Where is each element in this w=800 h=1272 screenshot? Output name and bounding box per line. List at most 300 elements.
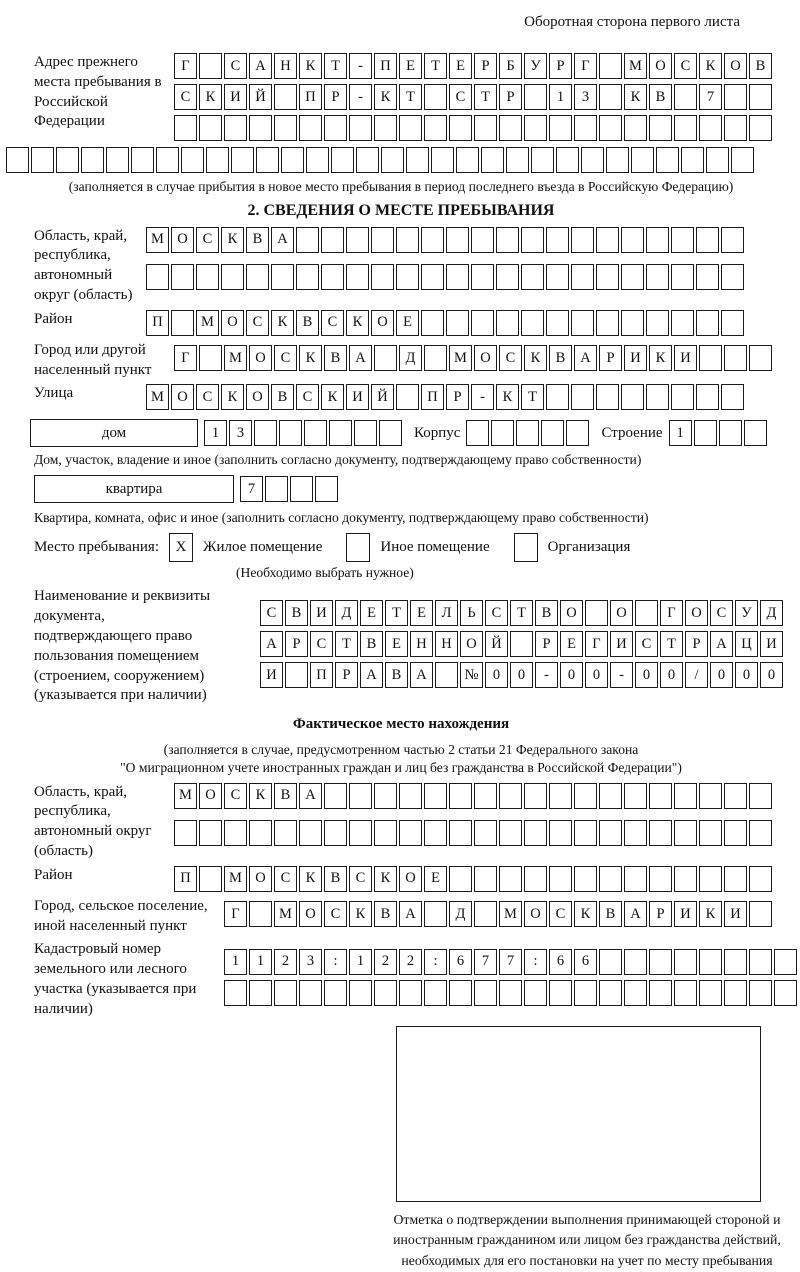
- char-cell[interactable]: [749, 949, 772, 975]
- char-cell[interactable]: [731, 147, 754, 173]
- char-cell[interactable]: 2: [374, 949, 397, 975]
- char-cell[interactable]: С: [324, 901, 347, 927]
- char-cell[interactable]: [721, 310, 744, 336]
- char-cell[interactable]: [699, 980, 722, 1006]
- char-cell[interactable]: [574, 820, 597, 846]
- char-cell[interactable]: [696, 227, 719, 253]
- char-cell[interactable]: 1: [224, 949, 247, 975]
- char-cell[interactable]: [56, 147, 79, 173]
- char-cell[interactable]: И: [674, 901, 697, 927]
- char-cell[interactable]: [724, 866, 747, 892]
- char-cell[interactable]: [254, 420, 277, 446]
- char-cell[interactable]: [156, 147, 179, 173]
- char-cell[interactable]: 3: [574, 84, 597, 110]
- char-cell[interactable]: [449, 980, 472, 1006]
- char-cell[interactable]: П: [146, 310, 169, 336]
- char-cell[interactable]: [274, 84, 297, 110]
- char-cell[interactable]: [524, 783, 547, 809]
- char-cell[interactable]: [581, 147, 604, 173]
- char-cell[interactable]: Р: [285, 631, 308, 657]
- char-cell[interactable]: [474, 866, 497, 892]
- char-cell[interactable]: Т: [474, 84, 497, 110]
- char-cell[interactable]: [749, 783, 772, 809]
- char-cell[interactable]: [199, 345, 222, 371]
- char-cell[interactable]: [346, 227, 369, 253]
- char-cell[interactable]: [649, 866, 672, 892]
- char-cell[interactable]: 6: [574, 949, 597, 975]
- char-cell[interactable]: [421, 227, 444, 253]
- char-cell[interactable]: [171, 264, 194, 290]
- char-cell[interactable]: В: [535, 600, 558, 626]
- char-cell[interactable]: [374, 345, 397, 371]
- char-cell[interactable]: Г: [574, 53, 597, 79]
- char-cell[interactable]: Т: [399, 84, 422, 110]
- char-cell[interactable]: [499, 980, 522, 1006]
- char-cell[interactable]: [499, 115, 522, 141]
- char-cell[interactable]: :: [324, 949, 347, 975]
- char-cell[interactable]: [696, 264, 719, 290]
- char-cell[interactable]: В: [360, 631, 383, 657]
- char-cell[interactable]: [624, 115, 647, 141]
- char-cell[interactable]: [749, 866, 772, 892]
- char-cell[interactable]: [696, 384, 719, 410]
- char-cell[interactable]: [624, 783, 647, 809]
- char-cell[interactable]: [371, 264, 394, 290]
- char-cell[interactable]: [424, 783, 447, 809]
- char-cell[interactable]: О: [371, 310, 394, 336]
- char-cell[interactable]: [599, 84, 622, 110]
- char-cell[interactable]: [321, 264, 344, 290]
- char-cell[interactable]: К: [496, 384, 519, 410]
- char-cell[interactable]: [749, 84, 772, 110]
- char-cell[interactable]: [424, 980, 447, 1006]
- char-cell[interactable]: 0: [585, 662, 608, 688]
- char-cell[interactable]: М: [224, 345, 247, 371]
- char-cell[interactable]: [724, 980, 747, 1006]
- char-cell[interactable]: [399, 115, 422, 141]
- char-cell[interactable]: [599, 783, 622, 809]
- char-cell[interactable]: Л: [435, 600, 458, 626]
- char-cell[interactable]: [599, 949, 622, 975]
- char-cell[interactable]: Р: [649, 901, 672, 927]
- char-cell[interactable]: В: [246, 227, 269, 253]
- char-cell[interactable]: М: [146, 227, 169, 253]
- char-cell[interactable]: [721, 227, 744, 253]
- char-cell[interactable]: [349, 820, 372, 846]
- char-cell[interactable]: М: [146, 384, 169, 410]
- char-cell[interactable]: [271, 264, 294, 290]
- char-cell[interactable]: 1: [669, 420, 692, 446]
- char-cell[interactable]: К: [374, 866, 397, 892]
- char-cell[interactable]: [521, 227, 544, 253]
- char-cell[interactable]: [496, 310, 519, 336]
- char-cell[interactable]: И: [760, 631, 783, 657]
- char-cell[interactable]: С: [274, 345, 297, 371]
- char-cell[interactable]: К: [221, 384, 244, 410]
- char-cell[interactable]: О: [649, 53, 672, 79]
- char-cell[interactable]: К: [299, 345, 322, 371]
- char-cell[interactable]: [424, 115, 447, 141]
- char-cell[interactable]: [699, 866, 722, 892]
- char-cell[interactable]: [574, 115, 597, 141]
- char-cell[interactable]: [524, 866, 547, 892]
- char-cell[interactable]: [596, 227, 619, 253]
- char-cell[interactable]: С: [224, 783, 247, 809]
- char-cell[interactable]: [499, 820, 522, 846]
- char-cell[interactable]: М: [174, 783, 197, 809]
- char-cell[interactable]: 0: [735, 662, 758, 688]
- char-cell[interactable]: [646, 384, 669, 410]
- char-cell[interactable]: [671, 227, 694, 253]
- char-cell[interactable]: [524, 115, 547, 141]
- char-cell[interactable]: Т: [510, 600, 533, 626]
- char-cell[interactable]: [649, 949, 672, 975]
- char-cell[interactable]: Р: [549, 53, 572, 79]
- char-cell[interactable]: А: [624, 901, 647, 927]
- char-cell[interactable]: [331, 147, 354, 173]
- char-cell[interactable]: К: [699, 53, 722, 79]
- char-cell[interactable]: О: [560, 600, 583, 626]
- char-cell[interactable]: [649, 783, 672, 809]
- char-cell[interactable]: [474, 901, 497, 927]
- char-cell[interactable]: [456, 147, 479, 173]
- char-cell[interactable]: [279, 420, 302, 446]
- char-cell[interactable]: В: [385, 662, 408, 688]
- char-cell[interactable]: [624, 980, 647, 1006]
- char-cell[interactable]: [81, 147, 104, 173]
- char-cell[interactable]: 0: [485, 662, 508, 688]
- char-cell[interactable]: [549, 820, 572, 846]
- char-cell[interactable]: [471, 264, 494, 290]
- char-cell[interactable]: О: [474, 345, 497, 371]
- char-cell[interactable]: [256, 147, 279, 173]
- char-cell[interactable]: В: [296, 310, 319, 336]
- char-cell[interactable]: [249, 901, 272, 927]
- char-cell[interactable]: -: [349, 53, 372, 79]
- char-cell[interactable]: [265, 476, 288, 502]
- char-cell[interactable]: Б: [499, 53, 522, 79]
- char-cell[interactable]: [546, 227, 569, 253]
- char-cell[interactable]: [706, 147, 729, 173]
- char-cell[interactable]: Й: [249, 84, 272, 110]
- char-cell[interactable]: С: [349, 866, 372, 892]
- char-cell[interactable]: [296, 264, 319, 290]
- char-cell[interactable]: [574, 980, 597, 1006]
- char-cell[interactable]: [681, 147, 704, 173]
- char-cell[interactable]: [199, 53, 222, 79]
- char-cell[interactable]: П: [374, 53, 397, 79]
- char-cell[interactable]: [396, 264, 419, 290]
- char-cell[interactable]: О: [249, 345, 272, 371]
- char-cell[interactable]: П: [174, 866, 197, 892]
- char-cell[interactable]: [131, 147, 154, 173]
- char-cell[interactable]: [466, 420, 489, 446]
- char-cell[interactable]: [481, 147, 504, 173]
- char-cell[interactable]: К: [346, 310, 369, 336]
- char-cell[interactable]: [571, 384, 594, 410]
- char-cell[interactable]: [371, 227, 394, 253]
- char-cell[interactable]: [524, 820, 547, 846]
- char-cell[interactable]: О: [399, 866, 422, 892]
- char-cell[interactable]: 7: [699, 84, 722, 110]
- char-cell[interactable]: [724, 84, 747, 110]
- char-cell[interactable]: [571, 264, 594, 290]
- char-cell[interactable]: О: [685, 600, 708, 626]
- char-cell[interactable]: [506, 147, 529, 173]
- char-cell[interactable]: [649, 115, 672, 141]
- char-cell[interactable]: [421, 310, 444, 336]
- char-cell[interactable]: [224, 980, 247, 1006]
- char-cell[interactable]: [524, 84, 547, 110]
- char-cell[interactable]: [585, 600, 608, 626]
- char-cell[interactable]: [721, 264, 744, 290]
- char-cell[interactable]: :: [424, 949, 447, 975]
- char-cell[interactable]: [671, 264, 694, 290]
- char-cell[interactable]: К: [374, 84, 397, 110]
- char-cell[interactable]: [599, 53, 622, 79]
- char-cell[interactable]: [546, 310, 569, 336]
- char-cell[interactable]: [106, 147, 129, 173]
- char-cell[interactable]: [306, 147, 329, 173]
- char-cell[interactable]: [599, 866, 622, 892]
- char-cell[interactable]: [31, 147, 54, 173]
- char-cell[interactable]: [356, 147, 379, 173]
- char-cell[interactable]: /: [685, 662, 708, 688]
- char-cell[interactable]: [274, 820, 297, 846]
- char-cell[interactable]: [649, 820, 672, 846]
- char-cell[interactable]: С: [246, 310, 269, 336]
- char-cell[interactable]: В: [649, 84, 672, 110]
- char-cell[interactable]: 0: [710, 662, 733, 688]
- char-cell[interactable]: [699, 783, 722, 809]
- char-cell[interactable]: Р: [535, 631, 558, 657]
- char-cell[interactable]: [274, 115, 297, 141]
- char-cell[interactable]: -: [610, 662, 633, 688]
- char-cell[interactable]: [624, 820, 647, 846]
- char-cell[interactable]: Е: [449, 53, 472, 79]
- char-cell[interactable]: Г: [174, 345, 197, 371]
- char-cell[interactable]: [274, 980, 297, 1006]
- char-cell[interactable]: М: [274, 901, 297, 927]
- char-cell[interactable]: [349, 115, 372, 141]
- char-cell[interactable]: Н: [274, 53, 297, 79]
- char-cell[interactable]: Е: [396, 310, 419, 336]
- char-cell[interactable]: [624, 949, 647, 975]
- char-cell[interactable]: [290, 476, 313, 502]
- char-cell[interactable]: М: [196, 310, 219, 336]
- char-cell[interactable]: К: [271, 310, 294, 336]
- char-cell[interactable]: [646, 264, 669, 290]
- char-cell[interactable]: К: [524, 345, 547, 371]
- char-cell[interactable]: А: [360, 662, 383, 688]
- checkbox-organization[interactable]: [514, 533, 538, 562]
- char-cell[interactable]: [571, 227, 594, 253]
- char-cell[interactable]: [435, 662, 458, 688]
- char-cell[interactable]: [304, 420, 327, 446]
- char-cell[interactable]: В: [274, 783, 297, 809]
- char-cell[interactable]: [694, 420, 717, 446]
- char-cell[interactable]: С: [499, 345, 522, 371]
- checkbox-other-premises[interactable]: [346, 533, 370, 562]
- char-cell[interactable]: [635, 600, 658, 626]
- char-cell[interactable]: [549, 115, 572, 141]
- char-cell[interactable]: [774, 980, 797, 1006]
- char-cell[interactable]: В: [271, 384, 294, 410]
- char-cell[interactable]: [324, 980, 347, 1006]
- char-cell[interactable]: [446, 227, 469, 253]
- char-cell[interactable]: [324, 783, 347, 809]
- char-cell[interactable]: Т: [521, 384, 544, 410]
- char-cell[interactable]: [674, 980, 697, 1006]
- char-cell[interactable]: О: [460, 631, 483, 657]
- char-cell[interactable]: [524, 980, 547, 1006]
- char-cell[interactable]: [249, 115, 272, 141]
- char-cell[interactable]: [399, 980, 422, 1006]
- char-cell[interactable]: К: [624, 84, 647, 110]
- char-cell[interactable]: Р: [446, 384, 469, 410]
- char-cell[interactable]: А: [710, 631, 733, 657]
- char-cell[interactable]: Д: [760, 600, 783, 626]
- char-cell[interactable]: [346, 264, 369, 290]
- char-cell[interactable]: [221, 264, 244, 290]
- char-cell[interactable]: 6: [449, 949, 472, 975]
- char-cell[interactable]: К: [299, 53, 322, 79]
- char-cell[interactable]: А: [271, 227, 294, 253]
- char-cell[interactable]: [724, 949, 747, 975]
- char-cell[interactable]: С: [310, 631, 333, 657]
- char-cell[interactable]: [549, 980, 572, 1006]
- char-cell[interactable]: [6, 147, 29, 173]
- char-cell[interactable]: [299, 115, 322, 141]
- char-cell[interactable]: [719, 420, 742, 446]
- char-cell[interactable]: [699, 949, 722, 975]
- char-cell[interactable]: 3: [229, 420, 252, 446]
- char-cell[interactable]: 1: [249, 949, 272, 975]
- char-cell[interactable]: 6: [549, 949, 572, 975]
- char-cell[interactable]: [596, 310, 619, 336]
- char-cell[interactable]: [471, 227, 494, 253]
- char-cell[interactable]: К: [299, 866, 322, 892]
- char-cell[interactable]: [349, 980, 372, 1006]
- char-cell[interactable]: [546, 384, 569, 410]
- char-cell[interactable]: У: [524, 53, 547, 79]
- char-cell[interactable]: 1: [549, 84, 572, 110]
- char-cell[interactable]: [281, 147, 304, 173]
- char-cell[interactable]: [624, 866, 647, 892]
- char-cell[interactable]: [299, 980, 322, 1006]
- char-cell[interactable]: А: [574, 345, 597, 371]
- char-cell[interactable]: [374, 115, 397, 141]
- char-cell[interactable]: П: [299, 84, 322, 110]
- char-cell[interactable]: А: [399, 901, 422, 927]
- char-cell[interactable]: К: [699, 901, 722, 927]
- char-cell[interactable]: [499, 783, 522, 809]
- char-cell[interactable]: В: [324, 866, 347, 892]
- char-cell[interactable]: В: [374, 901, 397, 927]
- char-cell[interactable]: С: [296, 384, 319, 410]
- char-cell[interactable]: [315, 476, 338, 502]
- char-cell[interactable]: [174, 115, 197, 141]
- char-cell[interactable]: [424, 901, 447, 927]
- char-cell[interactable]: [449, 783, 472, 809]
- char-cell[interactable]: [721, 384, 744, 410]
- char-cell[interactable]: 2: [399, 949, 422, 975]
- char-cell[interactable]: [224, 820, 247, 846]
- char-cell[interactable]: [146, 264, 169, 290]
- char-cell[interactable]: А: [299, 783, 322, 809]
- char-cell[interactable]: Т: [660, 631, 683, 657]
- char-cell[interactable]: [566, 420, 589, 446]
- char-cell[interactable]: А: [410, 662, 433, 688]
- char-cell[interactable]: [516, 420, 539, 446]
- char-cell[interactable]: В: [285, 600, 308, 626]
- char-cell[interactable]: [199, 115, 222, 141]
- char-cell[interactable]: О: [221, 310, 244, 336]
- char-cell[interactable]: У: [735, 600, 758, 626]
- char-cell[interactable]: Р: [685, 631, 708, 657]
- char-cell[interactable]: М: [499, 901, 522, 927]
- char-cell[interactable]: [574, 866, 597, 892]
- char-cell[interactable]: :: [524, 949, 547, 975]
- checkbox-residential[interactable]: X: [169, 533, 193, 562]
- char-cell[interactable]: О: [524, 901, 547, 927]
- char-cell[interactable]: [699, 115, 722, 141]
- char-cell[interactable]: [749, 115, 772, 141]
- char-cell[interactable]: Е: [410, 600, 433, 626]
- char-cell[interactable]: [724, 820, 747, 846]
- char-cell[interactable]: М: [624, 53, 647, 79]
- char-cell[interactable]: К: [349, 901, 372, 927]
- char-cell[interactable]: И: [346, 384, 369, 410]
- char-cell[interactable]: [431, 147, 454, 173]
- char-cell[interactable]: О: [299, 901, 322, 927]
- char-cell[interactable]: [674, 866, 697, 892]
- char-cell[interactable]: [349, 783, 372, 809]
- char-cell[interactable]: [549, 783, 572, 809]
- char-cell[interactable]: 0: [560, 662, 583, 688]
- char-cell[interactable]: Т: [324, 53, 347, 79]
- char-cell[interactable]: И: [224, 84, 247, 110]
- char-cell[interactable]: К: [649, 345, 672, 371]
- char-cell[interactable]: [424, 820, 447, 846]
- char-cell[interactable]: В: [324, 345, 347, 371]
- char-cell[interactable]: [646, 227, 669, 253]
- char-cell[interactable]: [621, 227, 644, 253]
- char-cell[interactable]: П: [310, 662, 333, 688]
- char-cell[interactable]: [671, 384, 694, 410]
- char-cell[interactable]: Н: [410, 631, 433, 657]
- char-cell[interactable]: [374, 980, 397, 1006]
- char-cell[interactable]: О: [724, 53, 747, 79]
- char-cell[interactable]: 0: [760, 662, 783, 688]
- char-cell[interactable]: Р: [474, 53, 497, 79]
- char-cell[interactable]: [449, 115, 472, 141]
- char-cell[interactable]: [774, 949, 797, 975]
- char-cell[interactable]: С: [549, 901, 572, 927]
- char-cell[interactable]: А: [249, 53, 272, 79]
- char-cell[interactable]: [596, 264, 619, 290]
- char-cell[interactable]: Р: [324, 84, 347, 110]
- char-cell[interactable]: Е: [385, 631, 408, 657]
- char-cell[interactable]: Г: [660, 600, 683, 626]
- char-cell[interactable]: И: [674, 345, 697, 371]
- char-cell[interactable]: [749, 901, 772, 927]
- char-cell[interactable]: В: [749, 53, 772, 79]
- char-cell[interactable]: [599, 115, 622, 141]
- char-cell[interactable]: -: [535, 662, 558, 688]
- char-cell[interactable]: И: [260, 662, 283, 688]
- char-cell[interactable]: [531, 147, 554, 173]
